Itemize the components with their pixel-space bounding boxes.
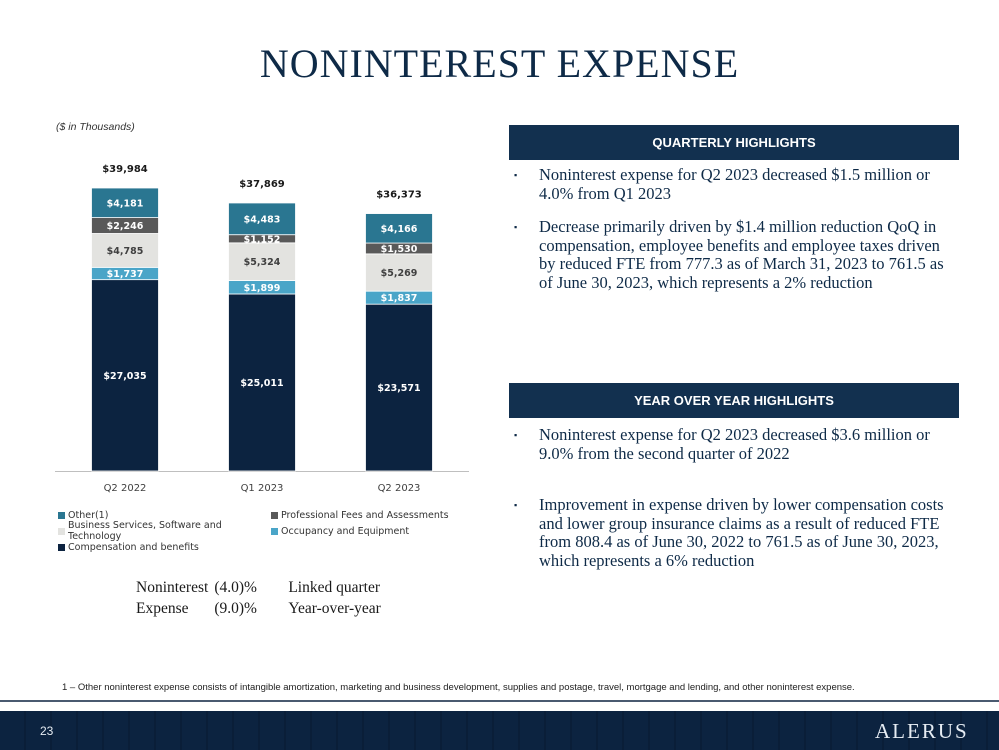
quarterly-bullet-text: Noninterest expense for Q2 2023 decreased $1.5 million or 4.0% from Q1 2023	[539, 165, 930, 203]
summary-linked-quarter-value: (4.0)%	[214, 578, 257, 596]
data-label-compensation: $25,011	[240, 377, 284, 389]
alerus-logo: ALERUS	[875, 719, 969, 743]
data-label-other: $4,166	[380, 223, 418, 235]
legend-label-occupancy: Occupancy and Equipment	[281, 525, 410, 537]
yoy-highlights-header: YEAR OVER YEAR HIGHLIGHTS	[509, 383, 959, 418]
bullet-square-icon: ▪	[514, 500, 518, 510]
total-label: $36,373	[376, 189, 422, 201]
total-label: $39,984	[102, 164, 148, 175]
data-label-occupancy: $1,899	[243, 282, 281, 294]
data-label-professional_fees: $1,530	[380, 243, 418, 255]
yoy-bullet	[514, 426, 959, 463]
legend-label-business-services: Business Services, Software and Technology	[68, 520, 222, 542]
data-label-business_services: $5,269	[380, 268, 418, 280]
yoy-bullet-text: Noninterest expense for Q2 2023 decreased $3.6 million or 9.0% from the second quarter of 2022	[539, 425, 930, 463]
summary-label-line1: Noninterest	[136, 578, 209, 596]
data-label-business_services: $4,785	[106, 245, 144, 257]
legend-swatch-occupancy	[271, 528, 278, 535]
slide-title: NONINTEREST EXPENSE	[259, 41, 740, 86]
quarterly-highlights-list	[514, 166, 959, 292]
legend-label-other: Other(1)	[68, 509, 109, 521]
legend-item-professional-fees	[271, 510, 449, 521]
summary-linked-quarter-desc: Linked quarter	[288, 578, 380, 596]
data-label-professional_fees: $1,152	[243, 234, 281, 246]
stacked-bar-chart	[55, 140, 475, 505]
yoy-bullet-text: Improvement in expense driven by lower compensation costs and lower group insurance claims as a result of reduced FTE from 808.4 as of June 30, 2022 to 761.5 as of June 30, 2023, which represents a 6% reduction	[539, 495, 944, 570]
legend-swatch-professional-fees	[271, 512, 278, 519]
category-label: Q2 2022	[103, 483, 147, 494]
quarterly-bullet	[514, 218, 959, 292]
bullet-square-icon: ▪	[514, 430, 518, 440]
page-number: 23	[40, 724, 54, 738]
quarterly-bullet-text: Decrease primarily driven by $1.4 million reduction QoQ in compensation, employee benefits and employee taxes driven by reduced FTE from 777.3 as of March 31, 2023 to 761.5 as of June 30, 2023, which represents a 2% reduction	[539, 217, 944, 292]
yoy-bullet	[514, 496, 959, 570]
bullet-square-icon: ▪	[514, 222, 518, 232]
footer-divider	[0, 700, 999, 702]
legend-swatch-business-services	[58, 528, 65, 535]
chart-legend	[58, 507, 458, 555]
data-label-occupancy: $1,837	[380, 293, 418, 305]
legend-label-professional-fees: Professional Fees and Assessments	[281, 509, 449, 521]
summary-yoy-desc: Year-over-year	[288, 599, 381, 617]
legend-swatch-compensation	[58, 544, 65, 551]
yoy-highlights-list	[514, 426, 959, 570]
summary-label-line2: Expense	[136, 599, 189, 617]
footnote: 1 – Other noninterest expense consists of intangible amortization, marketing and business development, supplies and postage, travel, mortgage and lending, and other noninterest expense.	[62, 682, 855, 693]
summary-yoy-value: (9.0)%	[214, 599, 257, 617]
data-label-professional_fees: $2,246	[106, 221, 144, 233]
legend-item-compensation	[58, 542, 271, 553]
data-label-compensation: $23,571	[377, 383, 421, 395]
footer-bar	[0, 711, 999, 750]
legend-item-business-services	[58, 520, 271, 542]
quarterly-bullet	[514, 166, 959, 203]
data-label-other: $4,181	[106, 198, 144, 210]
data-label-compensation: $27,035	[103, 370, 147, 382]
category-label: Q1 2023	[240, 483, 284, 494]
units-note: ($ in Thousands)	[56, 121, 135, 133]
legend-swatch-other	[58, 512, 65, 519]
data-label-occupancy: $1,737	[106, 269, 144, 281]
quarterly-highlights-header: QUARTERLY HIGHLIGHTS	[509, 125, 959, 160]
expense-summary	[136, 577, 381, 619]
category-label: Q2 2023	[377, 483, 421, 494]
data-label-business_services: $5,324	[243, 257, 281, 269]
bullet-square-icon: ▪	[514, 170, 518, 180]
total-label: $37,869	[239, 178, 285, 190]
legend-label-compensation: Compensation and benefits	[68, 541, 199, 553]
data-label-other: $4,483	[243, 214, 281, 226]
legend-item-occupancy	[271, 526, 409, 537]
legend-item-other	[58, 510, 271, 521]
